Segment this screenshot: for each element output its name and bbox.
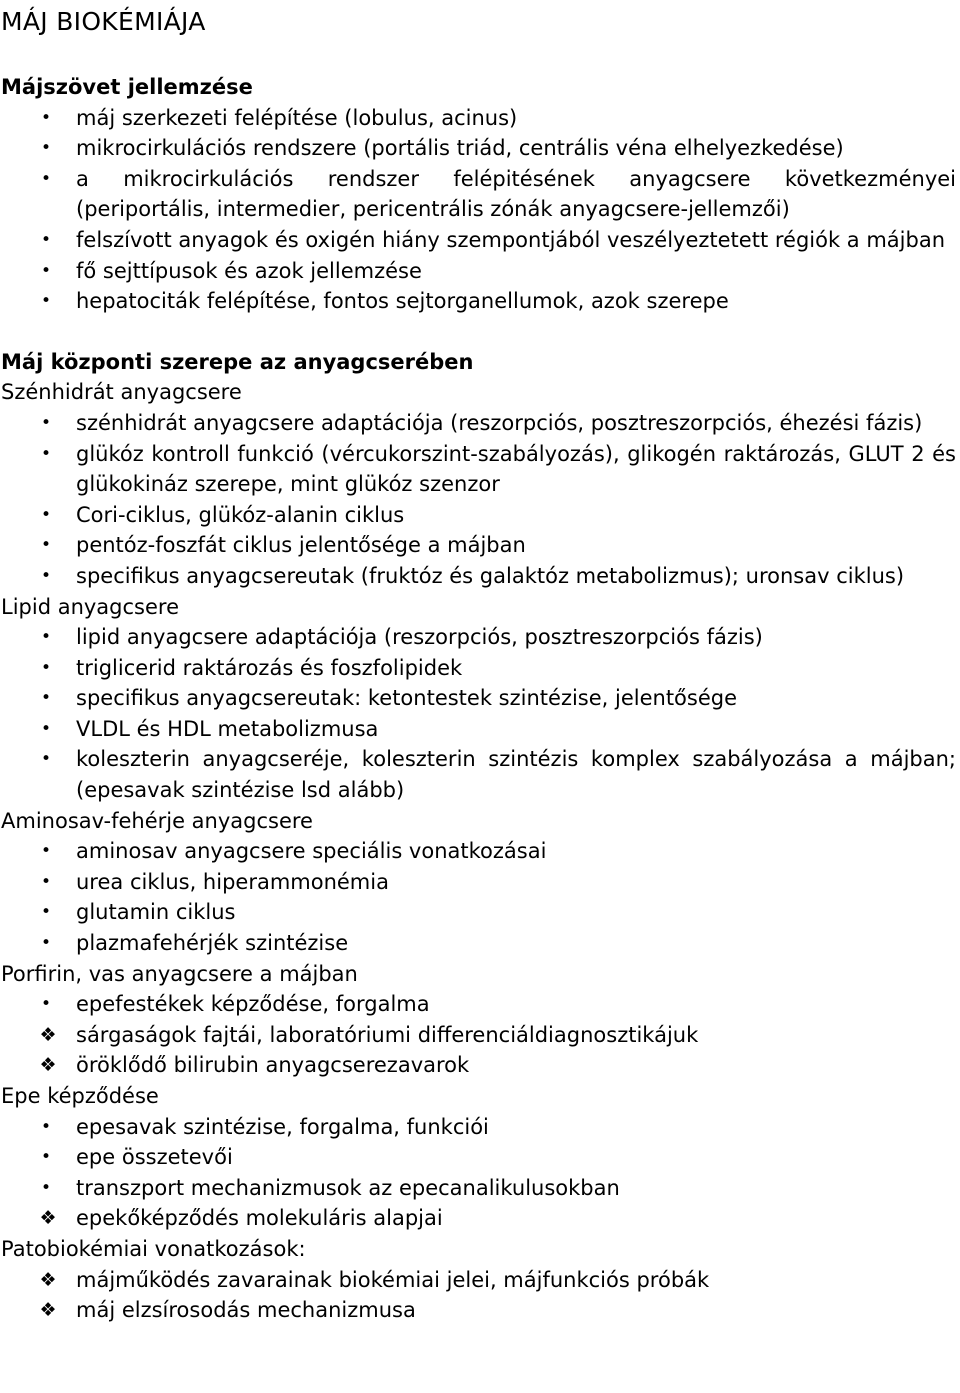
bullet-list bbox=[0, 103, 960, 317]
list-item bbox=[0, 103, 960, 134]
list-item-text: máj szerkezeti felépítése (lobulus, acinus) bbox=[76, 105, 518, 130]
list-item-text: mikrocirkulációs rendszere (portális triád, centrális véna elhelyezkedése) bbox=[76, 136, 844, 161]
list-item-text: sárgaságok fajtái, laboratóriumi differenciáldiagnosztikájuk bbox=[76, 1022, 699, 1047]
bullet-list bbox=[0, 408, 960, 592]
list-item bbox=[0, 867, 960, 898]
list-item bbox=[0, 500, 960, 531]
document-body bbox=[0, 72, 960, 1326]
document-title: MÁJ BIOKÉMIÁJA bbox=[1, 7, 206, 36]
bullet-list bbox=[0, 1265, 960, 1326]
section bbox=[0, 72, 960, 317]
list-item bbox=[0, 1173, 960, 1204]
diamond-bullet-icon: ❖ bbox=[39, 1023, 57, 1046]
bullet-icon: • bbox=[40, 1116, 52, 1137]
list-item-text: epekőképződés molekuláris alapjai bbox=[76, 1206, 443, 1231]
section-spacer bbox=[0, 317, 960, 347]
list-item-text: koleszterin anyagcseréje, koleszterin szintézis komplex szabályozása a májban; (epesavak szintézise lsd alább) bbox=[76, 747, 956, 803]
list-item-text: felszívott anyagok és oxigén hiány szempontjából veszélyeztetett régiók a májban bbox=[76, 227, 946, 252]
list-item-text: lipid anyagcsere adaptációja (reszorpciós, posztreszorpciós fázis) bbox=[76, 625, 763, 650]
list-item-text: szénhidrát anyagcsere adaptációja (reszorpciós, posztreszorpciós, éhezési fázis) bbox=[76, 410, 923, 435]
subsection-heading: Lipid anyagcsere bbox=[1, 594, 180, 619]
bullet-icon: • bbox=[40, 168, 52, 189]
list-item bbox=[0, 561, 960, 592]
bullet-icon: • bbox=[40, 994, 52, 1015]
list-item-text: epesavak szintézise, forgalma, funkciói bbox=[76, 1114, 489, 1139]
list-item-text: transzport mechanizmusok az epecanalikulusokban bbox=[76, 1175, 620, 1200]
bullet-icon: • bbox=[40, 1177, 52, 1198]
list-item bbox=[0, 897, 960, 928]
list-item-text: epefestékek képződése, forgalma bbox=[76, 992, 430, 1017]
list-item-text: aminosav anyagcsere speciális vonatkozásai bbox=[76, 839, 547, 864]
bullet-icon: • bbox=[40, 627, 52, 648]
bullet-icon: • bbox=[40, 565, 52, 586]
list-item bbox=[0, 683, 960, 714]
list-item-text: specifikus anyagcsereutak (fruktóz és galaktóz metabolizmus); uronsav ciklus) bbox=[76, 563, 905, 588]
bullet-icon: • bbox=[40, 412, 52, 433]
subsection-heading: Patobiokémiai vonatkozások: bbox=[1, 1236, 306, 1261]
list-item bbox=[0, 1295, 960, 1326]
list-item bbox=[0, 714, 960, 745]
subsection-heading: Epe képződése bbox=[1, 1084, 159, 1108]
list-item-text: hepatociták felépítése, fontos sejtorganellumok, azok szerepe bbox=[76, 289, 729, 314]
diamond-bullet-icon: ❖ bbox=[39, 1268, 57, 1291]
list-item bbox=[0, 836, 960, 867]
list-item bbox=[0, 928, 960, 959]
bullet-icon: • bbox=[40, 902, 52, 923]
bullet-icon: • bbox=[40, 504, 52, 525]
subsection-heading: Szénhidrát anyagcsere bbox=[1, 380, 242, 405]
bullet-icon: • bbox=[40, 718, 52, 739]
section-heading: Máj központi szerepe az anyagcserében bbox=[1, 349, 474, 374]
list-item bbox=[0, 622, 960, 653]
spacer bbox=[0, 44, 960, 72]
list-item bbox=[0, 989, 960, 1020]
bullet-icon: • bbox=[40, 749, 52, 770]
bullet-icon: • bbox=[40, 291, 52, 312]
list-item bbox=[0, 744, 960, 805]
bullet-list bbox=[0, 836, 960, 958]
list-item bbox=[0, 225, 960, 256]
bullet-icon: • bbox=[40, 138, 52, 159]
list-item-text: urea ciklus, hiperammonémia bbox=[76, 869, 389, 894]
list-item-text: pentóz-foszfát ciklus jelentősége a májban bbox=[76, 533, 526, 558]
list-item bbox=[0, 256, 960, 287]
list-item-text: öröklődő bilirubin anyagcserezavarok bbox=[76, 1053, 470, 1078]
list-item-text: májműködés zavarainak biokémiai jelei, májfunkciós próbák bbox=[76, 1267, 710, 1292]
bullet-icon: • bbox=[40, 933, 52, 954]
bullet-icon: • bbox=[40, 535, 52, 556]
list-item-text: specifikus anyagcsereutak: ketontestek szintézise, jelentősége bbox=[76, 686, 738, 711]
subsection-heading: Aminosav-fehérje anyagcsere bbox=[1, 808, 313, 833]
list-item bbox=[0, 653, 960, 684]
bullet-icon: • bbox=[40, 107, 52, 128]
subsection-heading: Porfirin, vas anyagcsere a májban bbox=[1, 961, 358, 986]
bullet-icon: • bbox=[40, 688, 52, 709]
list-item bbox=[0, 133, 960, 164]
list-item-text: epe összetevői bbox=[76, 1145, 233, 1170]
bullet-list bbox=[0, 1112, 960, 1234]
diamond-bullet-icon: ❖ bbox=[39, 1054, 57, 1077]
list-item-text: VLDL és HDL metabolizmusa bbox=[76, 716, 379, 741]
list-item-text: fő sejttípusok és azok jellemzése bbox=[76, 258, 422, 283]
diamond-bullet-icon: ❖ bbox=[39, 1207, 57, 1230]
list-item bbox=[0, 1265, 960, 1296]
list-item-text: plazmafehérjék szintézise bbox=[76, 931, 349, 956]
list-item bbox=[0, 1050, 960, 1081]
bullet-icon: • bbox=[40, 443, 52, 464]
bullet-icon: • bbox=[40, 871, 52, 892]
list-item bbox=[0, 1203, 960, 1234]
list-item-text: glükóz kontroll funkció (vércukorszint-szabályozás), glikogén raktározás, GLUT 2 és glükokináz szerepe, mint glükóz szenzor bbox=[76, 441, 956, 497]
bullet-icon: • bbox=[40, 1147, 52, 1168]
list-item bbox=[0, 530, 960, 561]
list-item bbox=[0, 1142, 960, 1173]
bullet-list bbox=[0, 989, 960, 1081]
list-item bbox=[0, 1112, 960, 1143]
section-heading: Májszövet jellemzése bbox=[1, 75, 253, 99]
list-item bbox=[0, 286, 960, 317]
bullet-icon: • bbox=[40, 657, 52, 678]
list-item bbox=[0, 408, 960, 439]
bullet-icon: • bbox=[40, 229, 52, 250]
list-item-text: glutamin ciklus bbox=[76, 900, 236, 925]
list-item bbox=[0, 1020, 960, 1051]
list-item bbox=[0, 164, 960, 225]
diamond-bullet-icon: ❖ bbox=[39, 1299, 57, 1322]
list-item-text: a mikrocirkulációs rendszer felépitésének anyagcsere következményei (periportális, intermedier, pericentrális zónák anyagcsere-jellemzői) bbox=[76, 166, 956, 222]
list-item-text: triglicerid raktározás és foszfolipidek bbox=[76, 655, 463, 680]
bullet-icon: • bbox=[40, 260, 52, 281]
list-item-text: máj elzsírosodás mechanizmusa bbox=[76, 1298, 416, 1323]
list-item bbox=[0, 439, 960, 500]
section bbox=[0, 347, 960, 1326]
list-item-text: Cori-ciklus, glükóz-alanin ciklus bbox=[76, 502, 405, 527]
bullet-list bbox=[0, 622, 960, 806]
bullet-icon: • bbox=[40, 841, 52, 862]
